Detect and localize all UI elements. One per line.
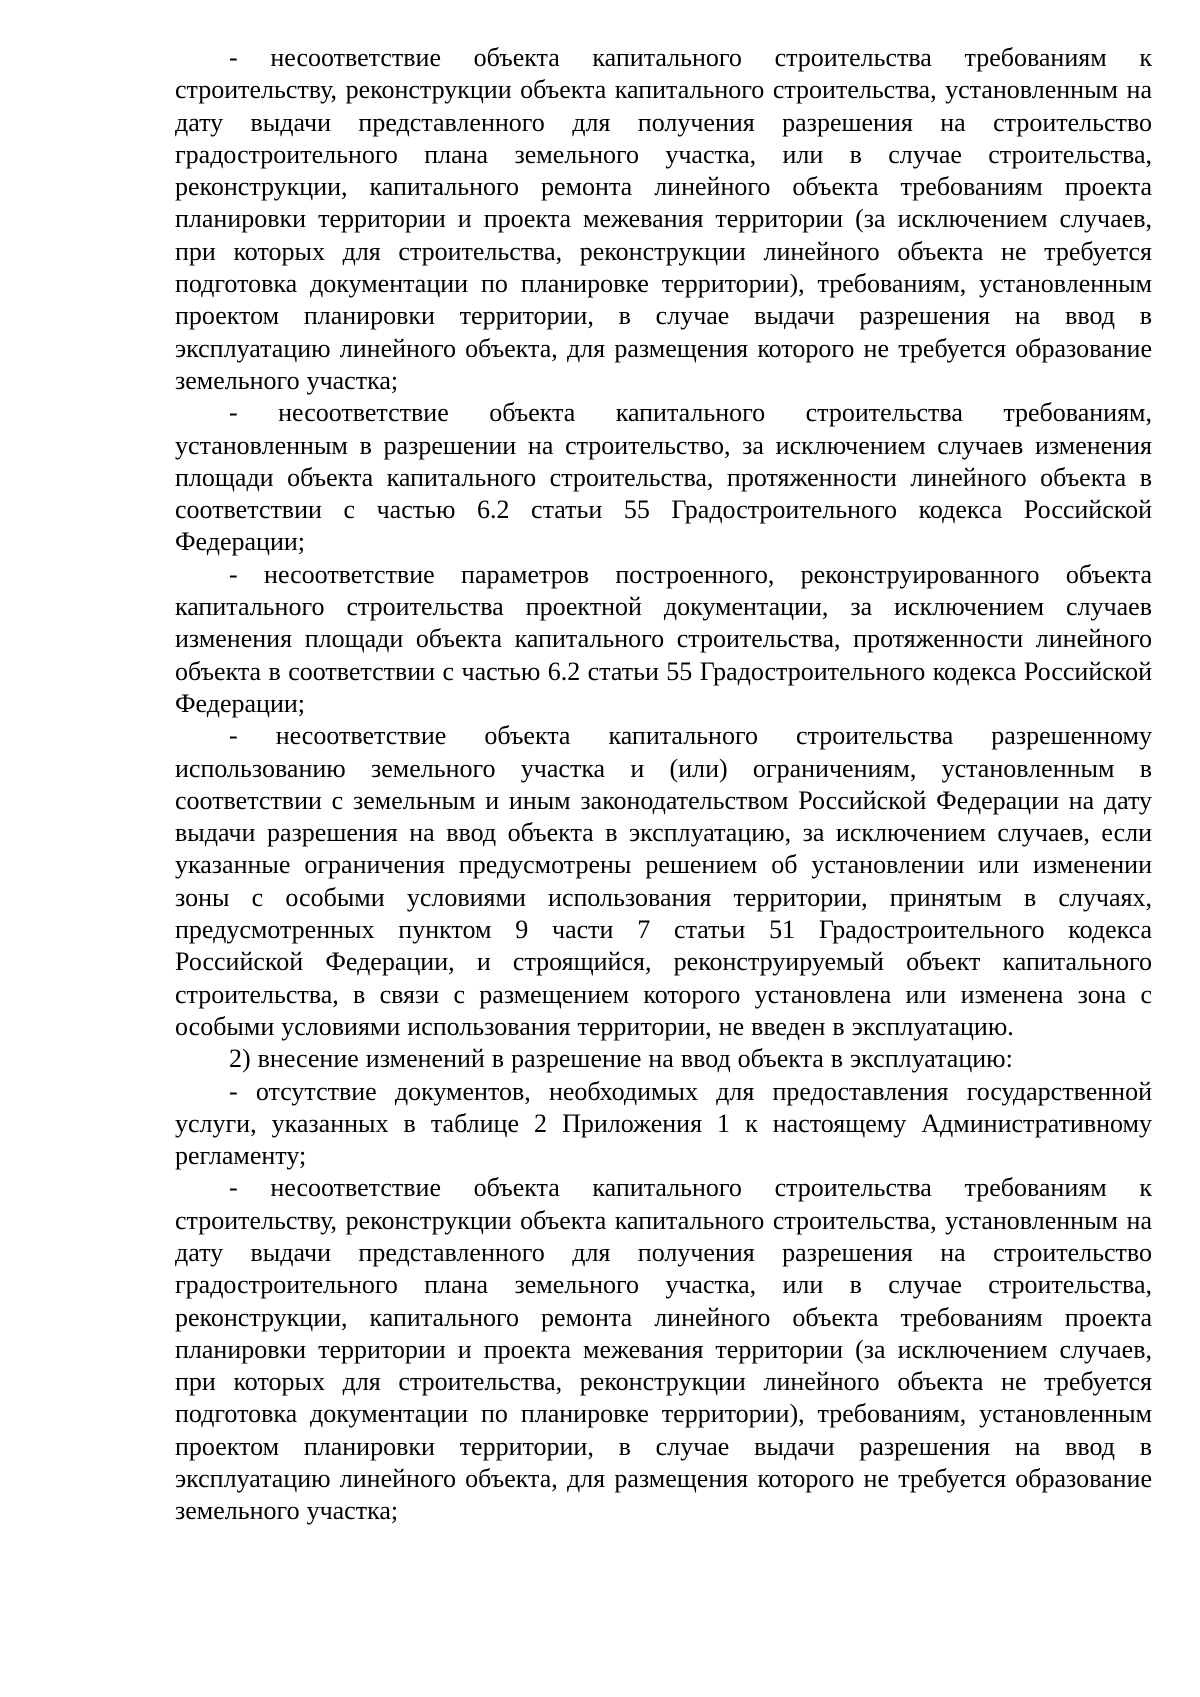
paragraph-nonconformity-permit: - несоответствие объекта капитального строительства требованиям, установленным в разрешении на строительство, за исключением случаев изменения площади объекта капитального строительства, протяженности линейного объекта в соответствии с частью 6.2 статьи 55 Градостроительного кодекса Российской Федерации; xyxy=(175,398,1152,557)
document-page xyxy=(175,42,1152,1528)
paragraph-nonconformity-land-use: - несоответствие объекта капитального строительства разрешенному использованию земельного участка и (или) ограничениям, установленным в соответствии с земельным и иным законодательством Российской Федерации на дату выдачи разрешения на ввод объекта в эксплуатацию, за исключением случаев, если указанные ограничения предусмотрены решением об установлении или изменении зоны с особыми условиями использования территории, принятым в случаях, предусмотренных пунктом 9 части 7 статьи 51 Градостроительного кодекса Российской Федерации, и строящийся, реконструируемый объект капитального строительства, в связи с размещением которого установлена или изменена зона с особыми условиями использования территории, не введен в эксплуатацию. xyxy=(175,721,1152,1041)
paragraph-missing-documents: - отсутствие документов, необходимых для предоставления государственной услуги, указанных в таблице 2 Приложения 1 к настоящему Административному регламенту; xyxy=(175,1076,1152,1171)
paragraph-nonconformity-gpzu: - несоответствие объекта капитального строительства требованиям к строительству, реконструкции объекта капитального строительства, установленным на дату выдачи представленного для получения разрешения на строительство градостроительного плана земельного участка, или в случае строительства, реконструкции, капитального ремонта линейного объекта требованиям проекта планировки территории и проекта межевания территории (за исключением случаев, при которых для строительства, реконструкции линейного объекта не требуется подготовка документации по планировке территории), требованиям, установленным проектом планировки территории, в случае выдачи разрешения на ввод в эксплуатацию линейного объекта, для размещения которого не требуется образование земельного участка; xyxy=(175,43,1152,395)
paragraph-nonconformity-design-docs: - несоответствие параметров построенного, реконструированного объекта капитального строительства проектной документации, за исключением случаев изменения площади объекта капитального строительства, протяженности линейного объекта в соответствии с частью 6.2 статьи 55 Градостроительного кодекса Российской Федерации; xyxy=(175,559,1152,718)
paragraph-amendment-heading: 2) внесение изменений в разрешение на ввод объекта в эксплуатацию: xyxy=(229,1044,1013,1074)
paragraph-nonconformity-gpzu-repeat: - несоответствие объекта капитального строительства требованиям к строительству, реконструкции объекта капитального строительства, установленным на дату выдачи представленного для получения разрешения на строительство градостроительного плана земельного участка, или в случае строительства, реконструкции, капитального ремонта линейного объекта требованиям проекта планировки территории и проекта межевания территории (за исключением случаев, при которых для строительства, реконструкции линейного объекта не требуется подготовка документации по планировке территории), требованиям, установленным проектом планировки территории, в случае выдачи разрешения на ввод в эксплуатацию линейного объекта, для размещения которого не требуется образование земельного участка; xyxy=(175,1173,1152,1526)
